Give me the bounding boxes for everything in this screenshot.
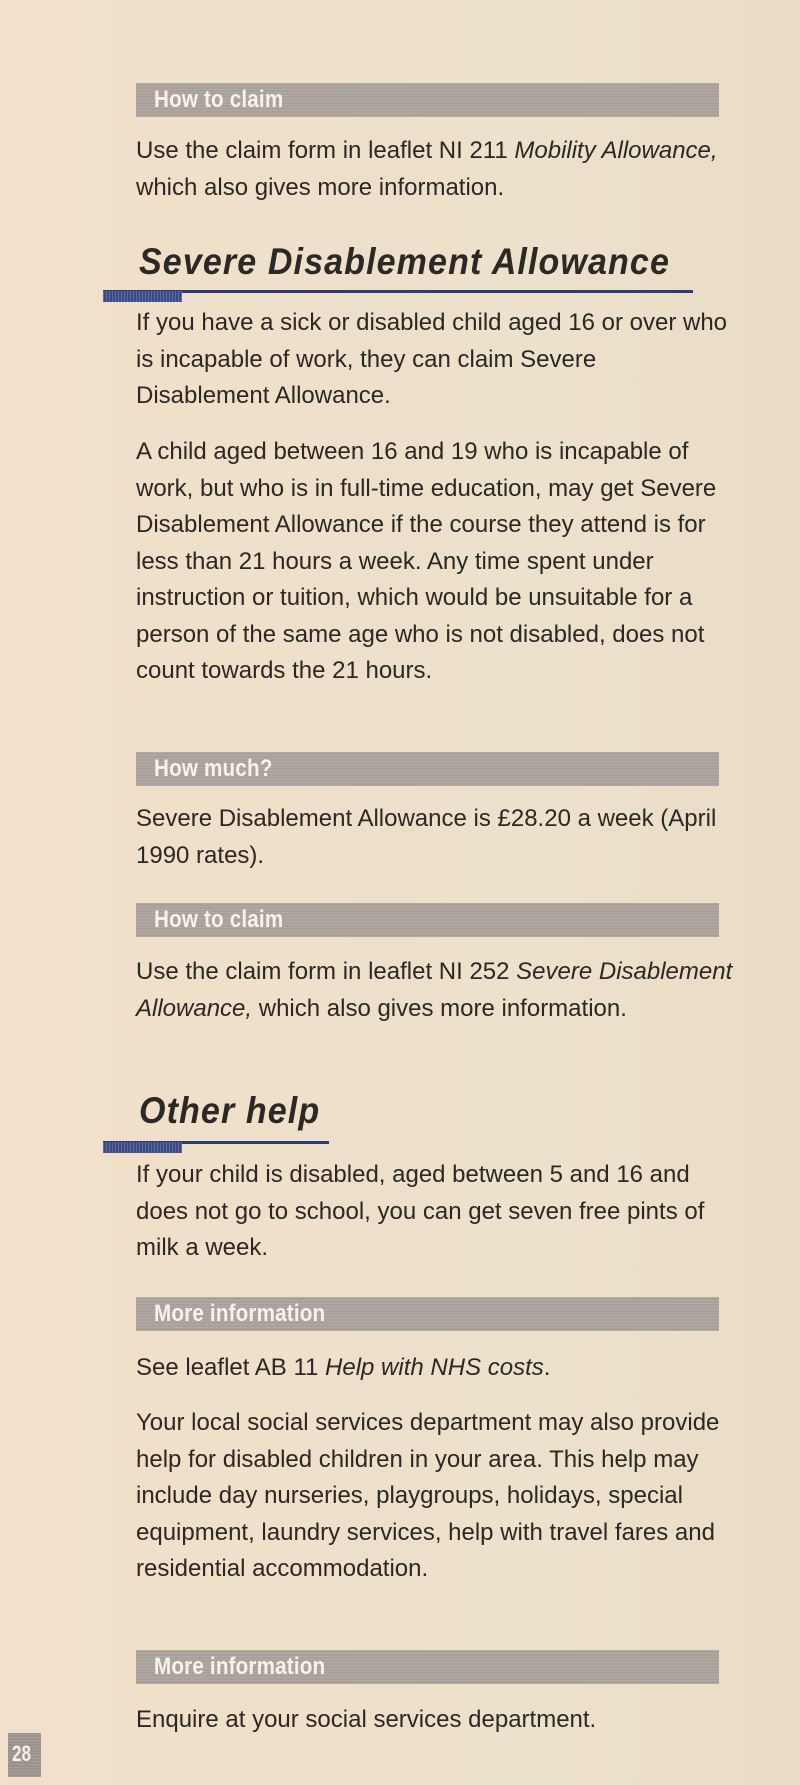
how-much-bar	[136, 752, 719, 786]
see-leaflet-text: See leaflet AB 11 Help with NHS costs.	[136, 1354, 551, 1381]
leaflet-title-sda: Severe Disablement Allowance,	[136, 958, 733, 1022]
heading-rule-block-other-help	[103, 1142, 182, 1153]
how-to-claim-label-2: How to claim	[154, 906, 284, 933]
more-information-bar-2	[136, 1650, 719, 1684]
claim-sda-text: Use the claim form in leaflet NI 252 Severe Disablement Allowance, which also gives more information.	[136, 958, 733, 1022]
enquire-text: Enquire at your social services department.	[136, 1706, 597, 1733]
how-to-claim-label: How to claim	[154, 86, 284, 113]
leaflet-title-nhs: Help with NHS costs	[325, 1354, 544, 1381]
heading-rule-block-sda	[103, 291, 182, 302]
how-to-claim-bar-2	[136, 903, 719, 937]
sda-paragraph-1: If you have a sick or disabled child aged 16 or over who is incapable of work, they can claim Severe Disablement Allowance.	[136, 309, 728, 409]
section-heading-other-help: Other help	[139, 1090, 321, 1131]
heading-rule-sda	[103, 290, 693, 293]
page-number: 28	[12, 1741, 32, 1766]
other-help-paragraph: If your child is disabled, aged between 5 and 16 and does not go to school, you can get seven free pints of milk a week.	[136, 1161, 705, 1261]
more-information-label-2: More information	[154, 1653, 326, 1680]
how-much-text: Severe Disablement Allowance is £28.20 a week (April 1990 rates).	[136, 805, 717, 869]
sda-paragraph-2: A child aged between 16 and 19 who is incapable of work, but who is in full-time education, may get Severe Disablement Allowance if the course they attend is for less than 21 hours a week. Any time spent under instruction or tuition, which would be unsuitable for a person of the same age who is not disabled, does not count towards the 21 hours.	[136, 438, 717, 684]
social-services-paragraph: Your local social services department may also provide help for disabled children in your area. This help may include day nurseries, playgroups, holidays, special equipment, laundry services, help with travel fares and residential accommodation.	[136, 1409, 720, 1582]
section-heading-sda: Severe Disablement Allowance	[139, 241, 671, 282]
more-information-label: More information	[154, 1300, 326, 1327]
page-number-badge	[8, 1733, 41, 1777]
how-to-claim-bar	[136, 83, 719, 117]
more-information-bar	[136, 1297, 719, 1331]
claim-mobility-text: Use the claim form in leaflet NI 211 Mobility Allowance, which also gives more information.	[136, 137, 718, 201]
leaflet-title-mobility: Mobility Allowance,	[514, 137, 718, 164]
how-much-label: How much?	[154, 755, 273, 782]
